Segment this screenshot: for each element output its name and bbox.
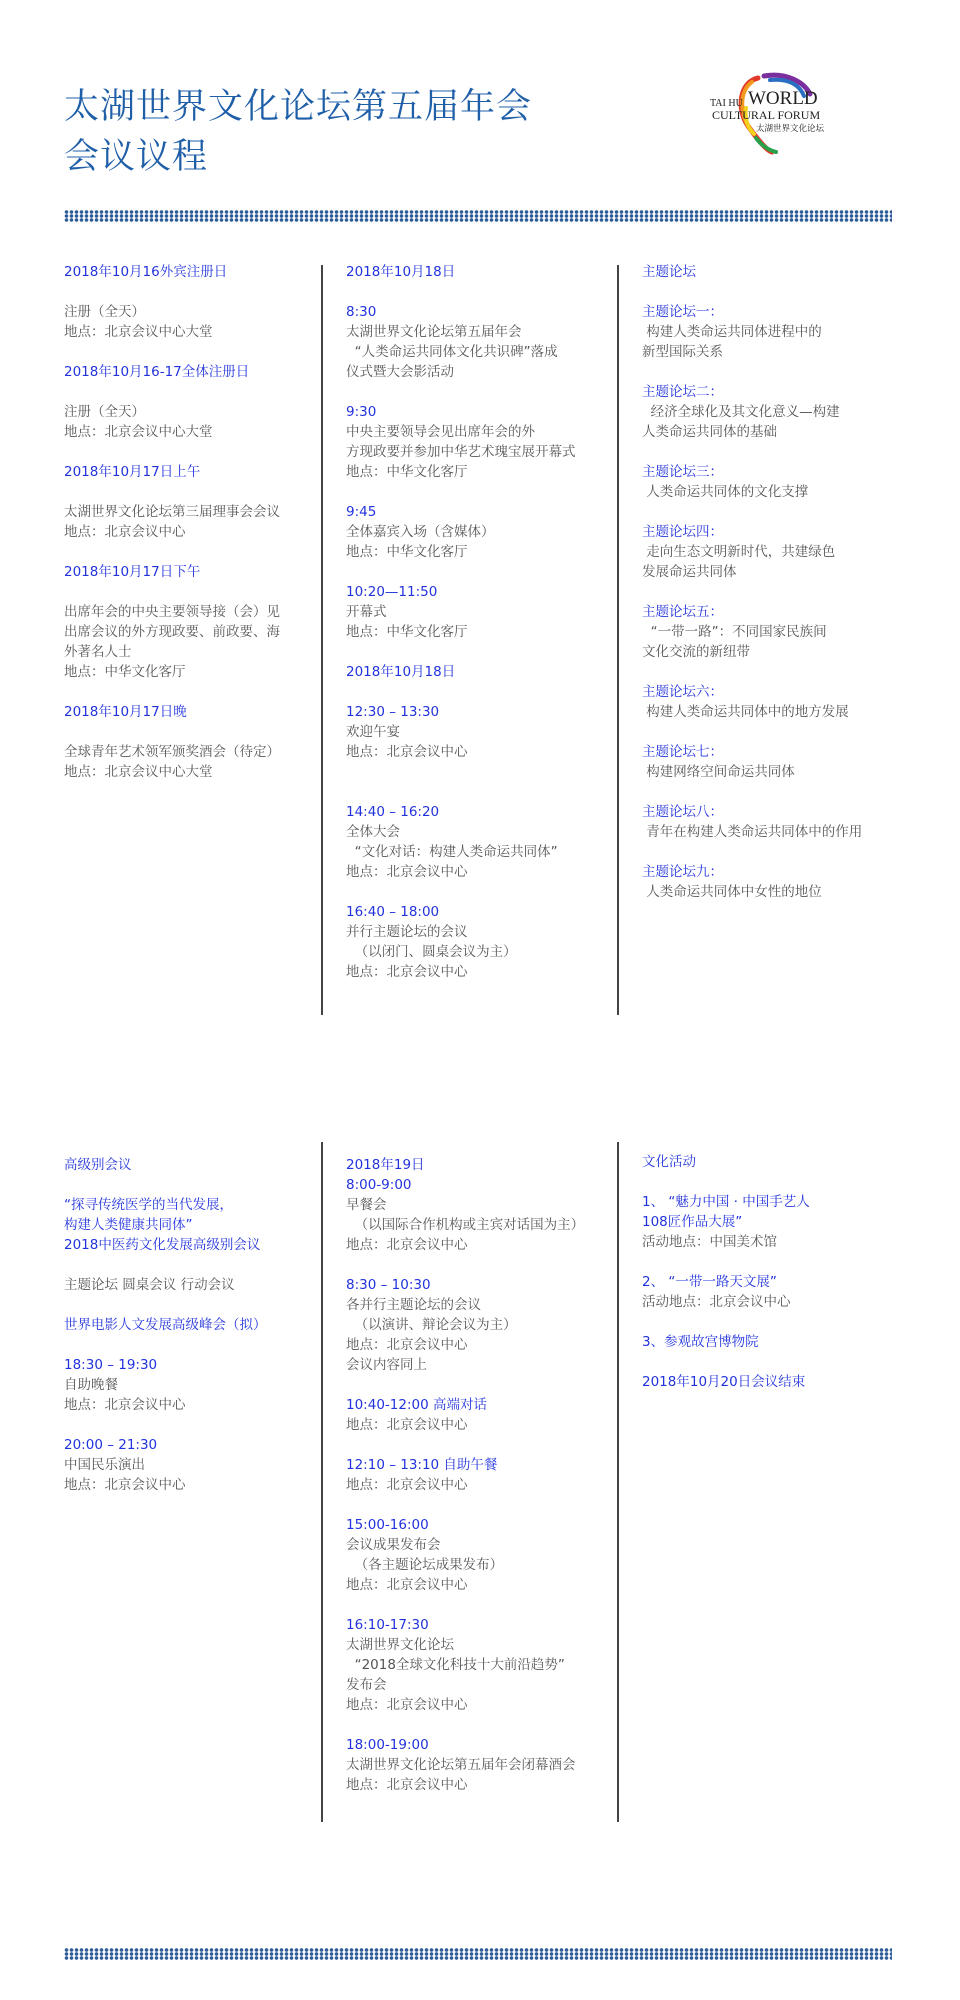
- agenda-text: 开幕式: [346, 604, 387, 620]
- spacer: [346, 1375, 616, 1395]
- agenda-text: 注册（全天）: [64, 304, 145, 320]
- spacer: [64, 382, 314, 402]
- section1-column-forums: [642, 262, 902, 902]
- agenda-text: 注册（全天）: [64, 404, 145, 420]
- section2-column-high-level: [64, 1155, 314, 1495]
- agenda-heading: 主题论坛: [642, 264, 696, 280]
- agenda-heading: 主题论坛二：: [642, 384, 723, 400]
- title-line-1: 太湖世界文化论坛第五届年会: [64, 87, 533, 127]
- spacer: [64, 682, 314, 702]
- agenda-text: “人类命运共同体文化共识碑”落成: [346, 344, 558, 360]
- agenda-text: 地点：北京会议中心: [346, 1777, 468, 1793]
- agenda-text: 仪式暨大会影活动: [346, 364, 454, 380]
- spacer: [64, 482, 314, 502]
- agenda-heading: 16:10-17:30: [346, 1617, 429, 1633]
- agenda-heading: 2018年10月18日: [346, 664, 456, 680]
- agenda-heading: 主题论坛四：: [642, 524, 723, 540]
- agenda-text: 地点：北京会议中心: [346, 864, 468, 880]
- agenda-heading: 2018中医药文化发展高级别会议: [64, 1237, 261, 1253]
- spacer: [346, 882, 616, 902]
- agenda-text: （各主题论坛成果发布）: [346, 1557, 504, 1573]
- section1-column-registration: [64, 262, 314, 782]
- spacer: [642, 362, 902, 382]
- agenda-text: 地点：北京会议中心: [64, 1477, 186, 1493]
- agenda-heading: 主题论坛六：: [642, 684, 723, 700]
- spacer: [346, 1255, 616, 1275]
- agenda-text: 走向生态文明新时代，共建绿色: [642, 544, 836, 560]
- agenda-heading: 主题论坛三：: [642, 464, 723, 480]
- agenda-text: 全体大会: [346, 824, 400, 840]
- spacer: [64, 582, 314, 602]
- agenda-heading: 2018年10月17日上午: [64, 464, 201, 480]
- agenda-text: 太湖世界文化论坛第五届年会: [346, 324, 522, 340]
- agenda-heading: 主题论坛七：: [642, 744, 723, 760]
- agenda-text: 太湖世界文化论坛第三届理事会会议: [64, 504, 280, 520]
- agenda-text: 地点：北京会议中心: [346, 744, 468, 760]
- agenda-text: 青年在构建人类命运共同体中的作用: [642, 824, 863, 840]
- agenda-text: 地点：北京会议中心大堂: [64, 324, 213, 340]
- agenda-heading: 20:00 – 21:30: [64, 1437, 158, 1453]
- spacer: [64, 1175, 314, 1195]
- spacer: [346, 1495, 616, 1515]
- agenda-text: 各并行主题论坛的会议: [346, 1297, 481, 1313]
- spacer: [64, 1255, 314, 1275]
- spacer: [346, 782, 616, 802]
- agenda-text: 发展命运共同体: [642, 564, 737, 580]
- agenda-text: 构建人类命运共同体中的地方发展: [642, 704, 849, 720]
- spacer: [642, 842, 902, 862]
- agenda-heading: 9:45: [346, 504, 377, 520]
- agenda-heading: 9:30: [346, 404, 377, 420]
- agenda-text: 地点：北京会议中心: [346, 1337, 468, 1353]
- agenda-heading: 2018年10月17日晚: [64, 704, 187, 720]
- agenda-text: 并行主题论坛的会议: [346, 924, 468, 940]
- spacer: [346, 562, 616, 582]
- agenda-text: 地点：中华文化客厅: [346, 464, 468, 480]
- agenda-heading: 2018年10月18日: [346, 264, 456, 280]
- agenda-text: 人类命运共同体中女性的地位: [642, 884, 822, 900]
- logo-text-cn: 太湖世界文化论坛: [756, 124, 825, 134]
- agenda-heading: 2018年10月16-17全体注册日: [64, 364, 250, 380]
- spacer: [642, 1352, 902, 1372]
- agenda-heading: 8:30: [346, 304, 377, 320]
- spacer: [64, 442, 314, 462]
- agenda-text: 方现政要并参加中华艺术瑰宝展开幕式: [346, 444, 576, 460]
- spacer: [64, 722, 314, 742]
- agenda-text: （以闭门、圆桌会议为主）: [346, 944, 517, 960]
- agenda-text: 活动地点：北京会议中心: [642, 1294, 791, 1310]
- section1-column-oct18: [346, 262, 616, 982]
- agenda-text: 文化交流的新纽带: [642, 644, 750, 660]
- spacer: [642, 582, 902, 602]
- agenda-heading: 3、参观故宫博物院: [642, 1334, 759, 1350]
- agenda-text: 全体嘉宾入场（含媒体）: [346, 524, 495, 540]
- agenda-text: 出席年会的中央主要领导接（会）见: [64, 604, 280, 620]
- agenda-text: 发布会: [346, 1677, 387, 1693]
- spacer: [642, 1172, 902, 1192]
- agenda-heading: 构建人类健康共同体”: [64, 1217, 193, 1233]
- spacer: [346, 762, 616, 782]
- agenda-heading: 2018年19日: [346, 1157, 425, 1173]
- agenda-heading: 2018年10月20日会议结束: [642, 1374, 806, 1390]
- logo-text-cultural: CULTURAL FORUM: [712, 108, 821, 122]
- spacer: [642, 662, 902, 682]
- agenda-text: 地点：北京会议中心: [346, 964, 468, 980]
- agenda-heading: 10:20—11:50: [346, 584, 438, 600]
- agenda-heading: 1、 “魅力中国 · 中国手艺人: [642, 1194, 810, 1210]
- spacer: [346, 642, 616, 662]
- spacer: [64, 1415, 314, 1435]
- spacer: [642, 722, 902, 742]
- agenda-text: 活动地点：中国美术馆: [642, 1234, 777, 1250]
- agenda-text: 地点：中华文化客厅: [346, 544, 468, 560]
- agenda-heading: 18:00-19:00: [346, 1737, 429, 1753]
- bottom-dotted-rule: [64, 1948, 892, 1960]
- agenda-heading: 16:40 – 18:00: [346, 904, 440, 920]
- section1-divider-right: [617, 265, 619, 1015]
- agenda-heading: 2018年10月17日下午: [64, 564, 201, 580]
- agenda-heading: 主题论坛一：: [642, 304, 723, 320]
- spacer: [642, 442, 902, 462]
- agenda-text: 地点：中华文化客厅: [64, 664, 186, 680]
- agenda-text: 地点：中华文化客厅: [346, 624, 468, 640]
- agenda-heading: 8:30 – 10:30: [346, 1277, 431, 1293]
- spacer: [64, 1335, 314, 1355]
- agenda-text: 构建人类命运共同体进程中的: [642, 324, 822, 340]
- section2-divider-right: [617, 1142, 619, 1822]
- spacer: [64, 282, 314, 302]
- agenda-text: 会议内容同上: [346, 1357, 427, 1373]
- agenda-text: 地点：北京会议中心: [346, 1577, 468, 1593]
- logo-text-taihu: TAI HU: [710, 98, 743, 109]
- spacer: [642, 1252, 902, 1272]
- agenda-heading: 10:40-12:00 高端对话: [346, 1397, 487, 1413]
- agenda-text: 自助晚餐: [64, 1377, 118, 1393]
- agenda-heading: 2、 “一带一路天文展”: [642, 1274, 777, 1290]
- agenda-text: 地点：北京会议中心: [64, 1397, 186, 1413]
- agenda-text: 人类命运共同体的基础: [642, 424, 777, 440]
- section2-column-cultural: [642, 1152, 902, 1392]
- spacer: [346, 1715, 616, 1735]
- spacer: [64, 542, 314, 562]
- agenda-text: 新型国际关系: [642, 344, 723, 360]
- agenda-heading: 文化活动: [642, 1154, 696, 1170]
- spacer: [642, 502, 902, 522]
- agenda-text: 全球青年艺术领军颁奖酒会（待定）: [64, 744, 280, 760]
- agenda-heading: 主题论坛八：: [642, 804, 723, 820]
- spacer: [346, 1595, 616, 1615]
- agenda-heading: 主题论坛五：: [642, 604, 723, 620]
- agenda-text: 地点：北京会议中心大堂: [64, 424, 213, 440]
- agenda-text: （以演讲、辩论会议为主）: [346, 1317, 517, 1333]
- agenda-text: 人类命运共同体的文化支撑: [642, 484, 809, 500]
- agenda-text: 地点：北京会议中心: [346, 1697, 468, 1713]
- agenda-text: 欢迎午宴: [346, 724, 400, 740]
- agenda-heading: 12:10 – 13:10 自助午餐: [346, 1457, 498, 1473]
- section2-divider-left: [321, 1142, 323, 1822]
- agenda-text: 会议成果发布会: [346, 1537, 441, 1553]
- agenda-text: 出席会议的外方现政要、前政要、海: [64, 624, 280, 640]
- page-title: [64, 82, 532, 182]
- spacer: [346, 1435, 616, 1455]
- agenda-text: 早餐会: [346, 1197, 387, 1213]
- agenda-text: 构建网络空间命运共同体: [642, 764, 795, 780]
- agenda-text: 地点：北京会议中心: [346, 1237, 468, 1253]
- forum-logo: [700, 68, 840, 158]
- agenda-heading: 高级别会议: [64, 1157, 132, 1173]
- agenda-heading: 12:30 – 13:30: [346, 704, 440, 720]
- spacer: [346, 282, 616, 302]
- agenda-heading: 14:40 – 16:20: [346, 804, 440, 820]
- agenda-heading: “探寻传统医学的当代发展，: [64, 1197, 233, 1213]
- spacer: [64, 1295, 314, 1315]
- agenda-text: 经济全球化及其文化意义—构建: [642, 404, 840, 420]
- section1-divider-left: [321, 265, 323, 1015]
- spacer: [642, 1312, 902, 1332]
- spacer: [642, 282, 902, 302]
- agenda-text: 地点：北京会议中心大堂: [64, 764, 213, 780]
- agenda-text: 主题论坛 圆桌会议 行动会议: [64, 1277, 235, 1293]
- agenda-text: 外著名人士: [64, 644, 132, 660]
- agenda-text: “文化对话：构建人类命运共同体”: [346, 844, 558, 860]
- agenda-text: （以国际合作机构或主宾对话国为主）: [346, 1217, 585, 1233]
- top-dotted-rule: [64, 210, 892, 222]
- spacer: [64, 342, 314, 362]
- spacer: [346, 382, 616, 402]
- agenda-heading: 18:30 – 19:30: [64, 1357, 158, 1373]
- logo-text-world: WORLD: [748, 88, 818, 109]
- agenda-text: 中央主要领导会见出席年会的外: [346, 424, 535, 440]
- agenda-text: 中国民乐演出: [64, 1457, 145, 1473]
- agenda-heading: 15:00-16:00: [346, 1517, 429, 1533]
- agenda-heading: 2018年10月16外宾注册日: [64, 264, 228, 280]
- title-line-2: 会议议程: [64, 137, 209, 177]
- agenda-text: “2018全球文化科技十大前沿趋势”: [346, 1657, 565, 1673]
- agenda-text: 太湖世界文化论坛第五届年会闭幕酒会: [346, 1757, 576, 1773]
- section2-column-oct19: [346, 1155, 616, 1795]
- agenda-heading: 主题论坛九：: [642, 864, 723, 880]
- agenda-heading: 世界电影人文发展高级峰会（拟）: [64, 1317, 267, 1333]
- agenda-heading: 8:00-9:00: [346, 1177, 412, 1193]
- agenda-text: 地点：北京会议中心: [346, 1477, 468, 1493]
- agenda-text: 地点：北京会议中心: [346, 1417, 468, 1433]
- agenda-heading: 108匠作品大展”: [642, 1214, 743, 1230]
- spacer: [642, 782, 902, 802]
- agenda-text: 地点：北京会议中心: [64, 524, 186, 540]
- agenda-text: 太湖世界文化论坛: [346, 1637, 454, 1653]
- agenda-text: “一带一路”：不同国家民族间: [642, 624, 827, 640]
- spacer: [346, 682, 616, 702]
- spacer: [346, 482, 616, 502]
